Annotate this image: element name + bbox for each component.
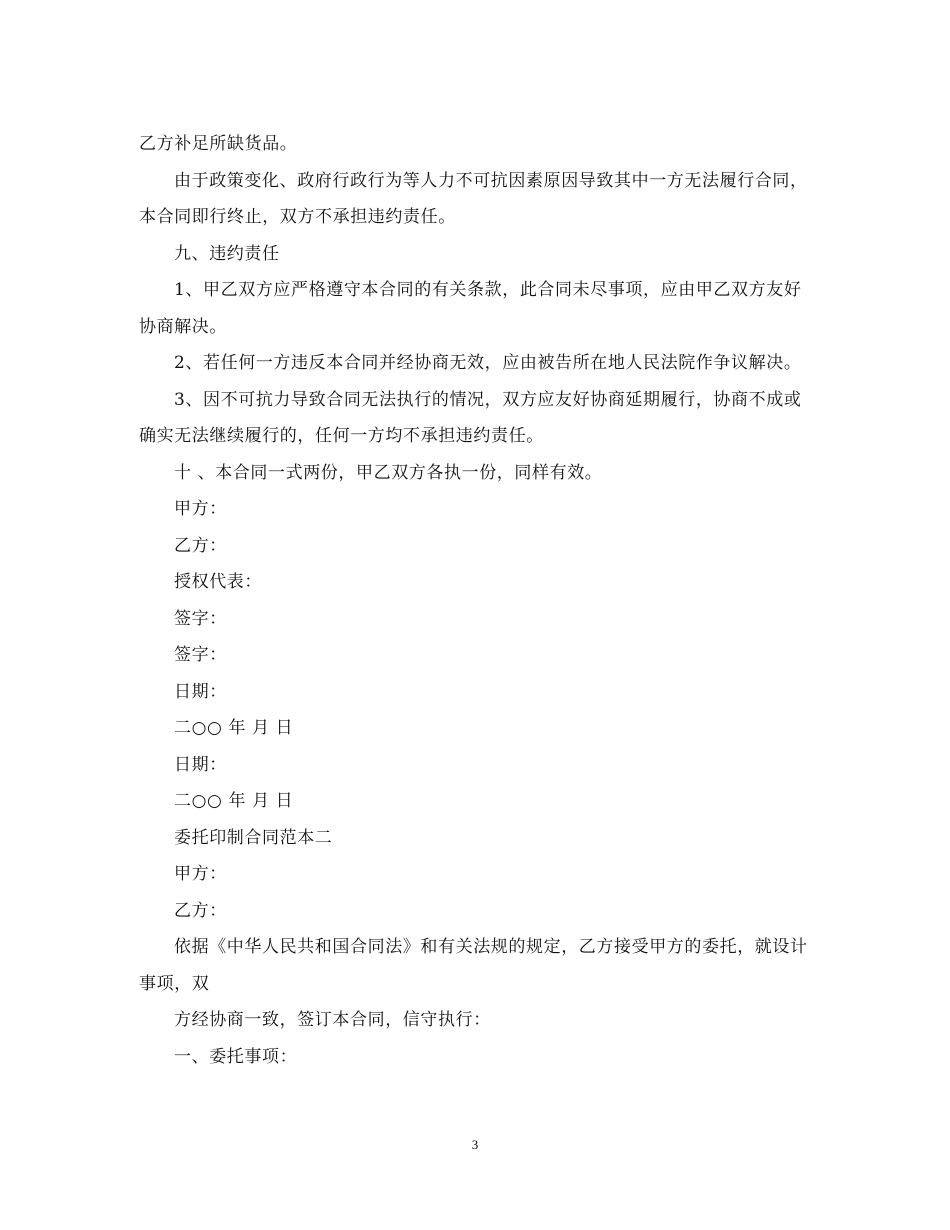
paragraph: 签字： [174, 608, 227, 629]
paragraph: 二○○ 年 月 日 [174, 718, 294, 738]
paragraph: 甲方： [174, 499, 227, 519]
paragraph: 签字： [174, 645, 227, 665]
paragraph: 乙方： [174, 535, 227, 556]
paragraph: 授权代表： [174, 572, 262, 592]
paragraph: 甲方： [174, 864, 227, 884]
paragraph: 十 、本合同一式两份，甲乙双方各执一份，同样有效。 [174, 462, 603, 483]
paragraph: 1、甲乙双方应严格遵守本合同的有关条款，此合同未尽事项，应由甲乙双方友好协商解决。 [139, 280, 802, 337]
paragraph: 日期： [174, 681, 227, 702]
paragraph: 委托印制合同范本二 [174, 827, 333, 848]
paragraph: 日期： [174, 754, 227, 775]
paragraph: 2、若任何一方违反本合同并经协商无效，应由被告所在地人民法院作争议解决。 [174, 353, 802, 373]
paragraph: 一、委托事项： [174, 1046, 298, 1067]
paragraph: 方经协商一致，签订本合同，信守执行： [174, 1010, 491, 1030]
page-number: 3 [471, 1137, 479, 1152]
paragraph: 二○○ 年 月 日 [174, 791, 294, 811]
paragraph: 乙方补足所缺货品。 [139, 134, 298, 154]
paragraph: 依据《中华人民共和国合同法》和有关法规的规定，乙方接受甲方的委托，就设计事项，双 [139, 937, 808, 994]
paragraph: 九、违约责任 [174, 243, 280, 264]
document-body [139, 126, 814, 1075]
paragraph: 3、因不可抗力导致合同无法执行的情况，双方应友好协商延期履行，协商不成或确实无法继续履行的，任何一方均不承担违约责任。 [139, 389, 802, 446]
paragraph: 乙方： [174, 900, 227, 921]
paragraph: 由于政策变化、政府行政行为等人力不可抗因素原因导致其中一方无法履行合同，本合同即行终止，双方不承担违约责任。 [139, 170, 808, 227]
